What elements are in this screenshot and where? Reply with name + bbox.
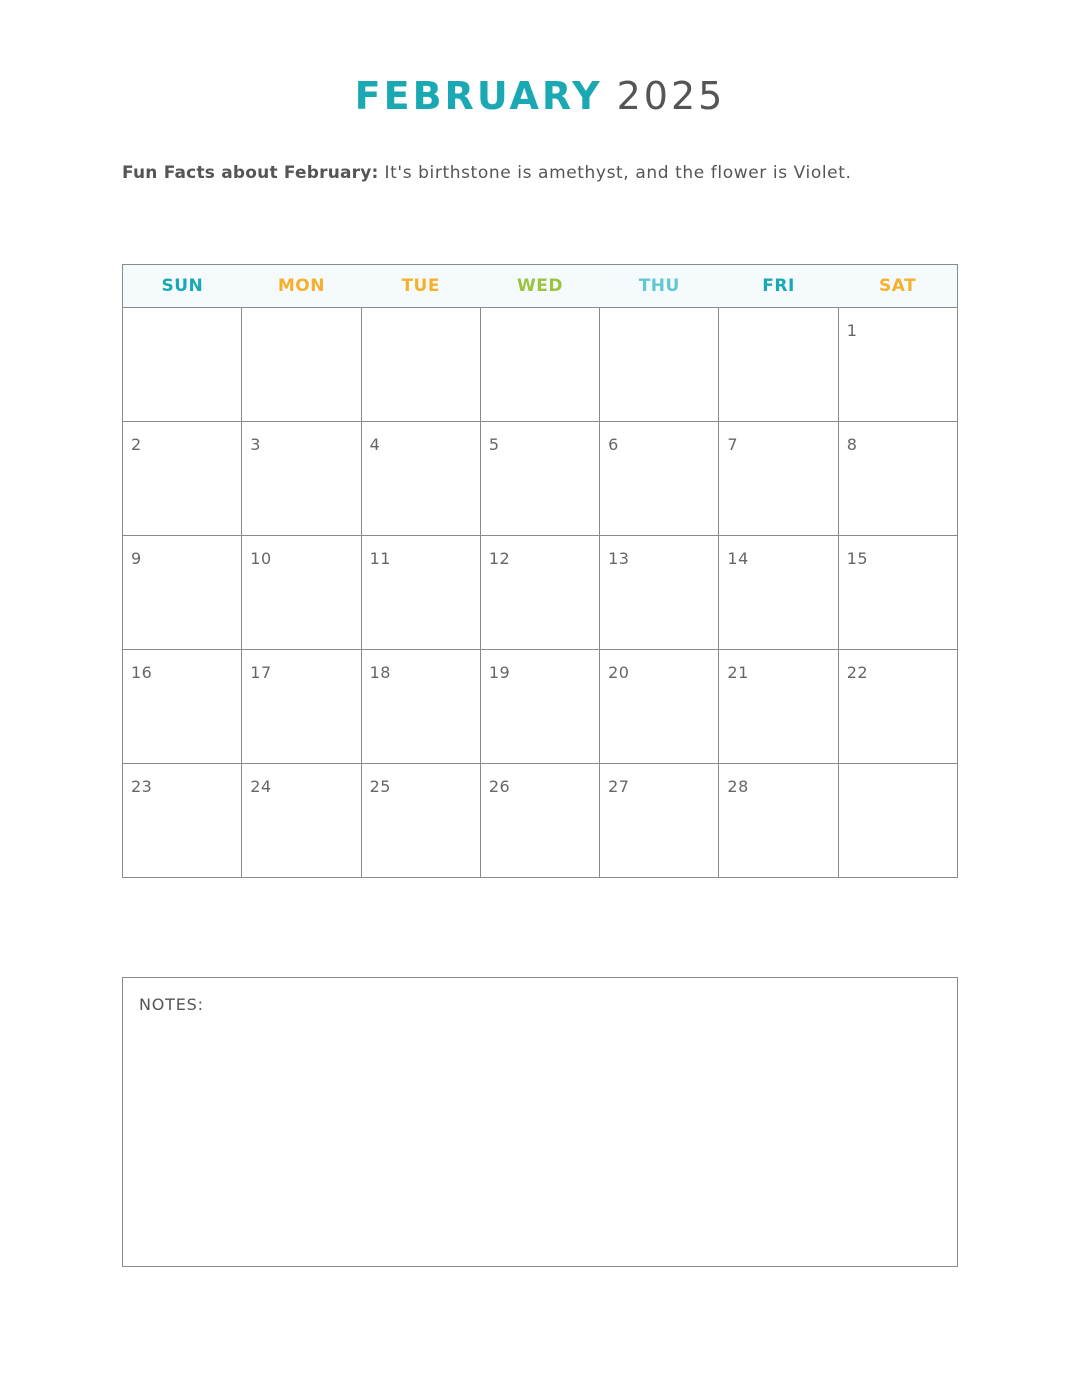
day-cell[interactable] xyxy=(838,308,957,422)
day-number: 26 xyxy=(488,777,511,796)
weekday-tue: TUE xyxy=(361,265,480,308)
day-number: 3 xyxy=(250,435,261,454)
day-cell[interactable] xyxy=(719,764,838,878)
fun-facts-text: It's birthstone is amethyst, and the flower is Violet. xyxy=(384,163,852,183)
day-cell[interactable] xyxy=(361,764,480,878)
fun-facts-label: Fun Facts about February: xyxy=(122,163,379,183)
day-number: 6 xyxy=(608,435,619,454)
day-cell[interactable] xyxy=(123,422,242,536)
title-year: 2025 xyxy=(616,74,726,118)
day-cell[interactable] xyxy=(123,308,242,422)
weekday-sun: SUN xyxy=(123,265,242,308)
day-number: 24 xyxy=(250,777,272,796)
day-cell[interactable] xyxy=(600,764,719,878)
notes-label: NOTES: xyxy=(139,995,204,1014)
day-number: 14 xyxy=(727,549,749,568)
day-number: 7 xyxy=(727,435,739,454)
day-cell[interactable] xyxy=(242,422,361,536)
day-cell[interactable] xyxy=(242,650,361,764)
weekday-mon: MON xyxy=(242,265,361,308)
day-cell[interactable] xyxy=(361,650,480,764)
day-cell[interactable] xyxy=(600,422,719,536)
day-number: 8 xyxy=(846,435,858,454)
day-cell[interactable] xyxy=(600,536,719,650)
day-cell[interactable] xyxy=(361,422,480,536)
day-number: 25 xyxy=(369,777,391,796)
day-number: 22 xyxy=(846,663,869,682)
notes-box[interactable] xyxy=(122,977,958,1267)
day-cell[interactable] xyxy=(361,536,480,650)
week-row xyxy=(123,536,958,650)
day-number: 15 xyxy=(846,549,869,568)
day-number: 1 xyxy=(846,321,858,340)
day-cell[interactable] xyxy=(600,650,719,764)
day-cell[interactable] xyxy=(838,764,957,878)
day-cell[interactable] xyxy=(123,650,242,764)
day-number: 9 xyxy=(131,549,142,568)
weekday-fri: FRI xyxy=(719,265,838,308)
day-cell[interactable] xyxy=(719,536,838,650)
day-number: 27 xyxy=(608,777,630,796)
weekday-thu: THU xyxy=(600,265,719,308)
day-cell[interactable] xyxy=(719,308,838,422)
week-row xyxy=(123,650,958,764)
day-cell[interactable] xyxy=(480,536,599,650)
day-cell[interactable] xyxy=(242,764,361,878)
day-number: 16 xyxy=(131,663,153,682)
day-cell[interactable] xyxy=(123,536,242,650)
day-number: 20 xyxy=(608,663,630,682)
title-month: FEBRUARY xyxy=(354,74,603,118)
weekday-wed: WED xyxy=(480,265,599,308)
day-cell[interactable] xyxy=(600,308,719,422)
day-cell[interactable] xyxy=(838,536,957,650)
day-cell[interactable] xyxy=(480,650,599,764)
day-number: 12 xyxy=(488,549,511,568)
day-cell[interactable] xyxy=(480,422,599,536)
day-cell[interactable] xyxy=(838,422,957,536)
day-cell[interactable] xyxy=(719,422,838,536)
day-cell[interactable] xyxy=(719,650,838,764)
day-cell[interactable] xyxy=(480,308,599,422)
fun-facts xyxy=(122,160,982,186)
weekday-sat: SAT xyxy=(838,265,957,308)
day-cell[interactable] xyxy=(242,308,361,422)
day-cell[interactable] xyxy=(361,308,480,422)
day-cell[interactable] xyxy=(242,536,361,650)
week-row xyxy=(123,308,958,422)
day-number: 2 xyxy=(131,435,142,454)
day-number: 21 xyxy=(727,663,749,682)
day-number: 17 xyxy=(250,663,272,682)
day-cell[interactable] xyxy=(838,650,957,764)
day-number: 11 xyxy=(369,549,391,568)
calendar-grid xyxy=(122,264,958,878)
day-cell[interactable] xyxy=(480,764,599,878)
day-number: 19 xyxy=(488,663,511,682)
page-title xyxy=(0,72,1080,120)
day-number: 10 xyxy=(250,549,272,568)
day-number: 18 xyxy=(369,663,391,682)
weekday-header-row xyxy=(123,265,958,308)
day-cell[interactable] xyxy=(123,764,242,878)
day-number: 5 xyxy=(488,435,500,454)
day-number: 4 xyxy=(369,435,381,454)
day-number: 13 xyxy=(608,549,630,568)
week-row xyxy=(123,764,958,878)
day-number: 23 xyxy=(131,777,153,796)
day-number: 28 xyxy=(727,777,749,796)
week-row xyxy=(123,422,958,536)
